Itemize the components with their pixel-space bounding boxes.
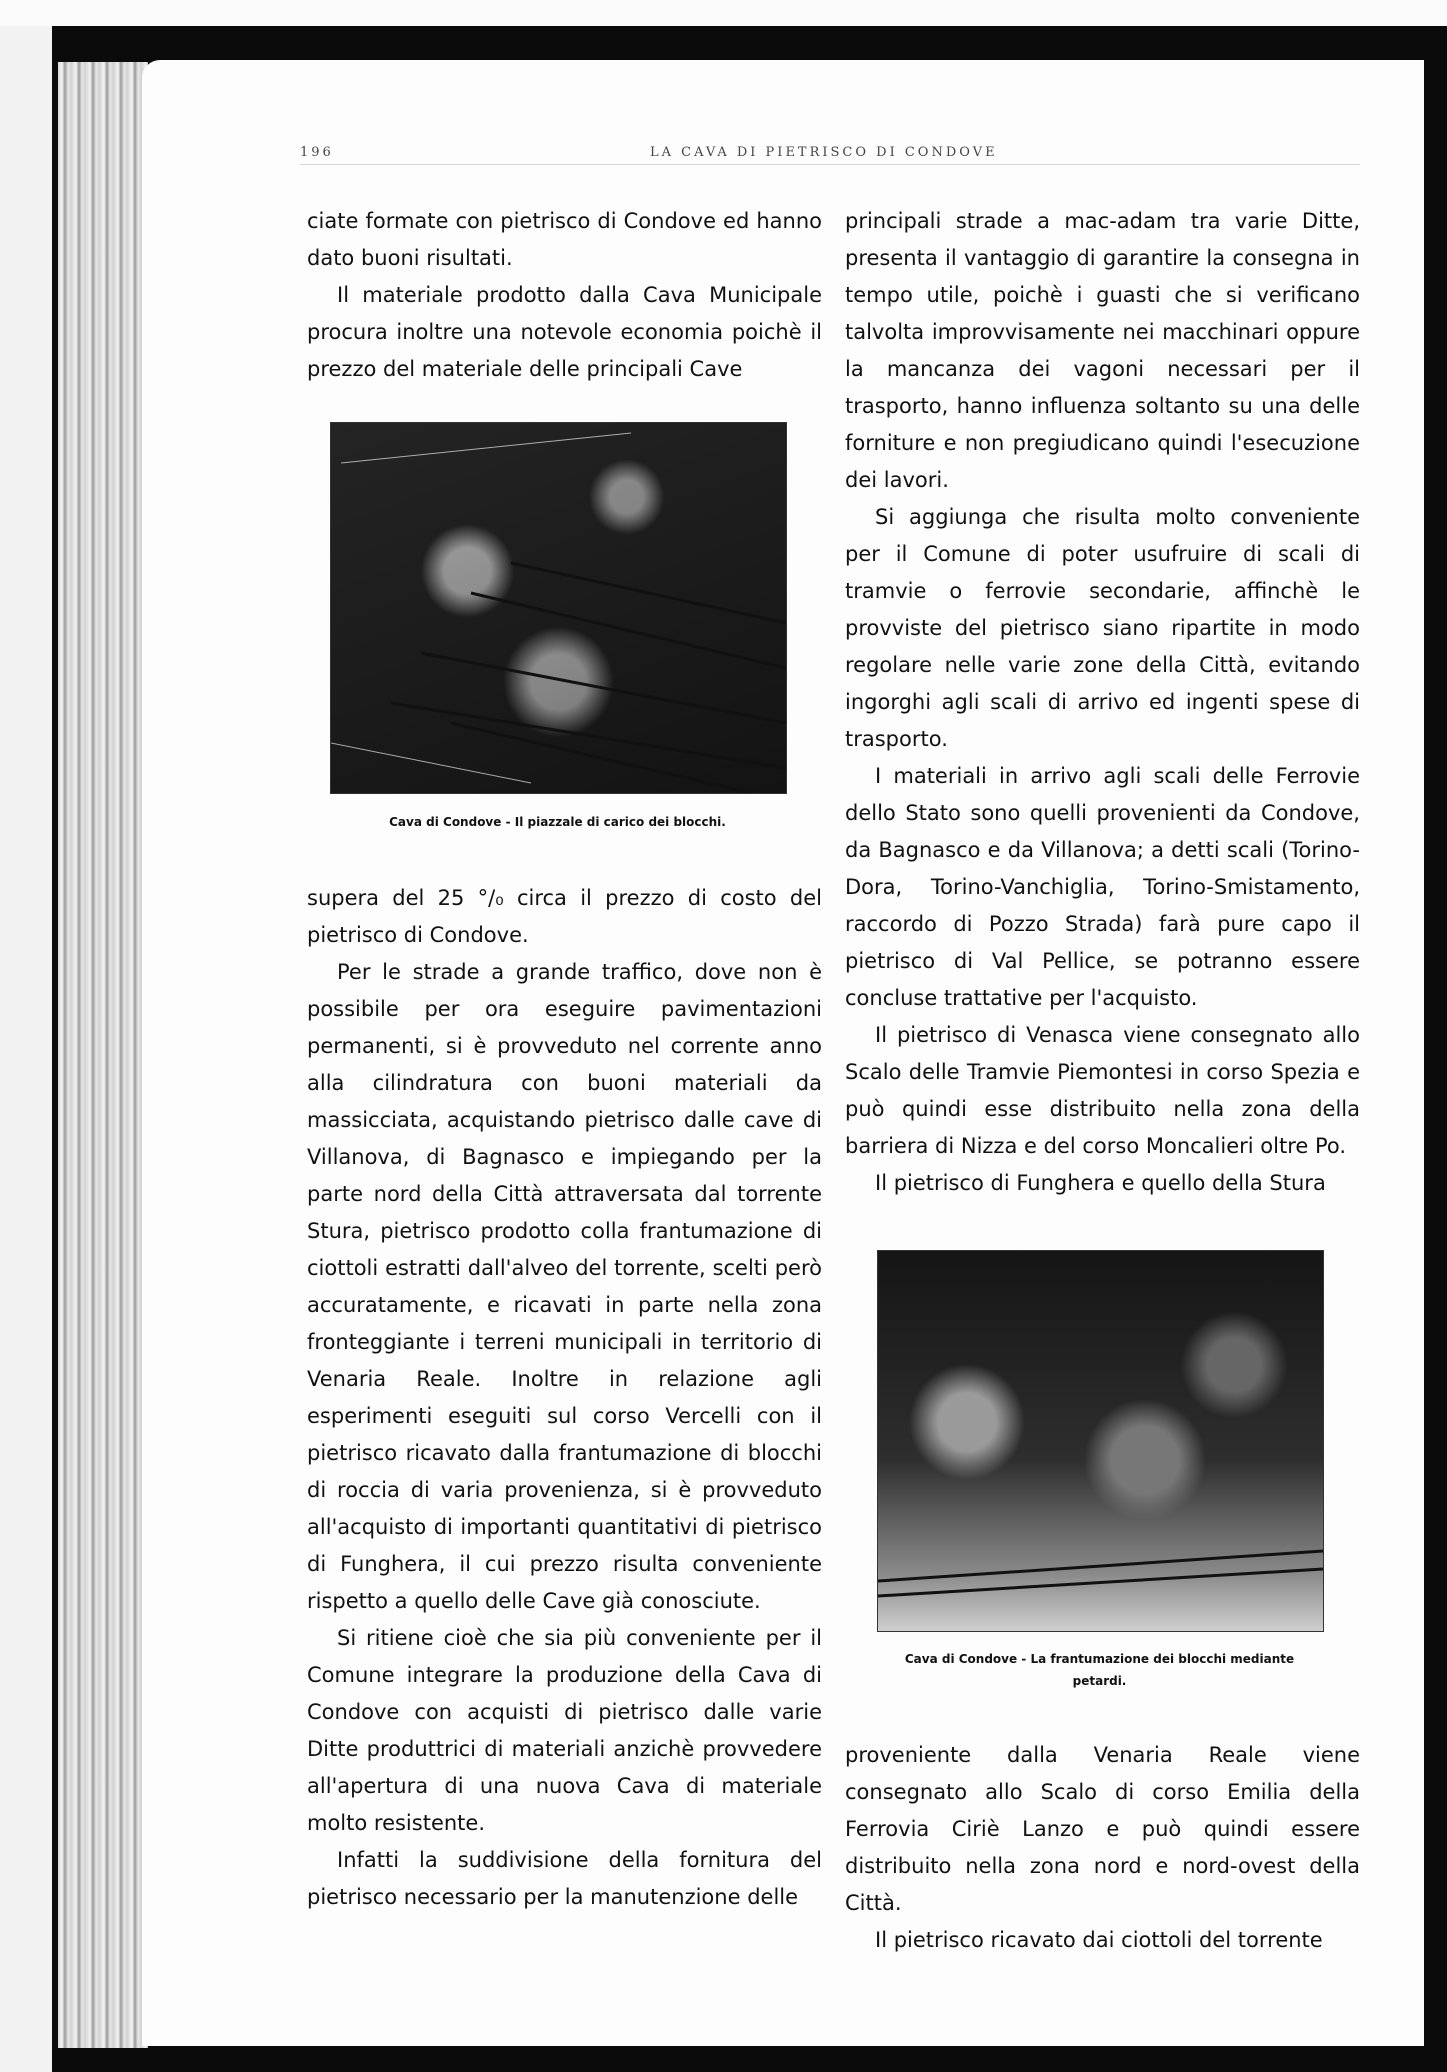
left-column-top xyxy=(307,203,822,388)
figure-caption: Cava di Condove - La frantumazione dei blocchi mediante petardi. xyxy=(904,1652,1295,1688)
figure-caption: Cava di Condove - Il piazzale di carico dei blocchi. xyxy=(389,815,726,829)
running-title: LA CAVA DI PIETRISCO DI CONDOVE xyxy=(650,145,998,160)
paragraph: Si aggiunga che risulta molto conveniente per il Comune di poter usufruire di scali di tramvie o ferrovie secondarie, affinchè le provviste del pietrisco siano ripartite in modo regolare nelle varie zone della Città, evitando ingorghi agli scali di arrivo ed ingenti spese di trasporto. xyxy=(845,505,1360,751)
paragraph: Per le strade a grande traffico, dove non è possibile per ora eseguire pavimentazioni permanenti, si è provveduto nel corrente anno alla cilindratura con buoni materiali da massicciata, acquistando pietrisco dalle cave di Villanova, di Bagnasco e impiegando per la parte nord della Città attraversata dal torrente Stura, pietrisco prodotto colla frantumazione di ciottoli estratti dall'alveo del torrente, scelti però accuratamente, e ricavati in parte nella zona fronteggiante i terreni municipali in territorio di Venaria Reale. Inoltre in relazione agli esperimenti eseguiti sul corso Vercelli con il pietrisco ricavato dalla frantumazione di blocchi di roccia di varia provenienza, si è provveduto all'acquisto di importanti quantitativi di pietrisco di Funghera, il cui prezzo risulta conveniente rispetto a quello delle Cave già conosciute. xyxy=(307,960,822,1613)
paragraph: supera del 25 °/₀ circa il prezzo di costo del pietrisco di Condove. xyxy=(307,886,822,947)
page-number: 196 xyxy=(300,145,334,160)
photo-blasting-blocks xyxy=(877,1250,1324,1632)
photo-loading-yard xyxy=(330,422,787,794)
paragraph: Si ritiene cioè che sia più conveniente per il Comune integrare la produzione della Cava di Condove con acquisti di pietrisco dalle varie Ditte produttrici di materiali anzichè provvedere all'apertura di una nuova Cava di materiale molto resistente. xyxy=(307,1626,822,1835)
photo-rail-lines xyxy=(331,423,786,793)
paragraph: principali strade a mac-adam tra varie Ditte, presenta il vantaggio di garantire la consegna in tempo utile, poichè i guasti che si verificano talvolta improvvisamente nei macchinari oppure la mancanza dei vagoni necessari per il trasporto, hanno influenza soltanto su una delle forniture e non pregiudicano quindi l'esecuzione dei lavori. xyxy=(845,209,1360,492)
paragraph: Il pietrisco ricavato dai ciottoli del torrente xyxy=(875,1928,1323,1952)
paragraph: ciate formate con pietrisco di Condove ed hanno dato buoni risultati. xyxy=(307,209,822,270)
scan-right-edge xyxy=(1426,60,1447,2050)
paragraph: Il materiale prodotto dalla Cava Municipale procura inoltre una notevole economia poichè il prezzo del materiale delle principali Cave xyxy=(307,283,822,381)
right-column-bottom xyxy=(845,1737,1360,1959)
scan-bottom-edge xyxy=(52,2048,1447,2072)
header-rule xyxy=(300,164,1360,165)
right-column-top xyxy=(845,203,1360,1202)
paragraph: I materiali in arrivo agli scali delle Ferrovie dello Stato sono quelli provenienti da Condove, da Bagnasco e da Villanova; a detti scali (Torino-Dora, Torino-Vanchiglia, Torino-Smistamento, raccordo di Pozzo Strada) farà pure capo il pietrisco di Val Pellice, se potranno essere concluse trattative per l'acquisto. xyxy=(845,764,1360,1010)
left-column-bottom xyxy=(307,880,822,1916)
paragraph: Il pietrisco di Funghera e quello della Stura xyxy=(875,1171,1326,1195)
paragraph: Infatti la suddivisione della fornitura del pietrisco necessario per la manutenzione delle xyxy=(307,1848,822,1909)
paragraph: proveniente dalla Venaria Reale viene consegnato allo Scalo di corso Emilia della Ferrovia Ciriè Lanzo e può quindi essere distribuito nella zona nord e nord-ovest della Città. xyxy=(845,1743,1360,1915)
scan-top-margin xyxy=(0,0,1447,26)
paragraph: Il pietrisco di Venasca viene consegnato allo Scalo delle Tramvie Piemontesi in corso Spezia e può quindi esse distribuito nella zona della barriera di Nizza e del corso Moncalieri oltre Po. xyxy=(845,1023,1360,1158)
book-page-edges xyxy=(58,62,148,2052)
photo-track xyxy=(878,1251,1323,1631)
